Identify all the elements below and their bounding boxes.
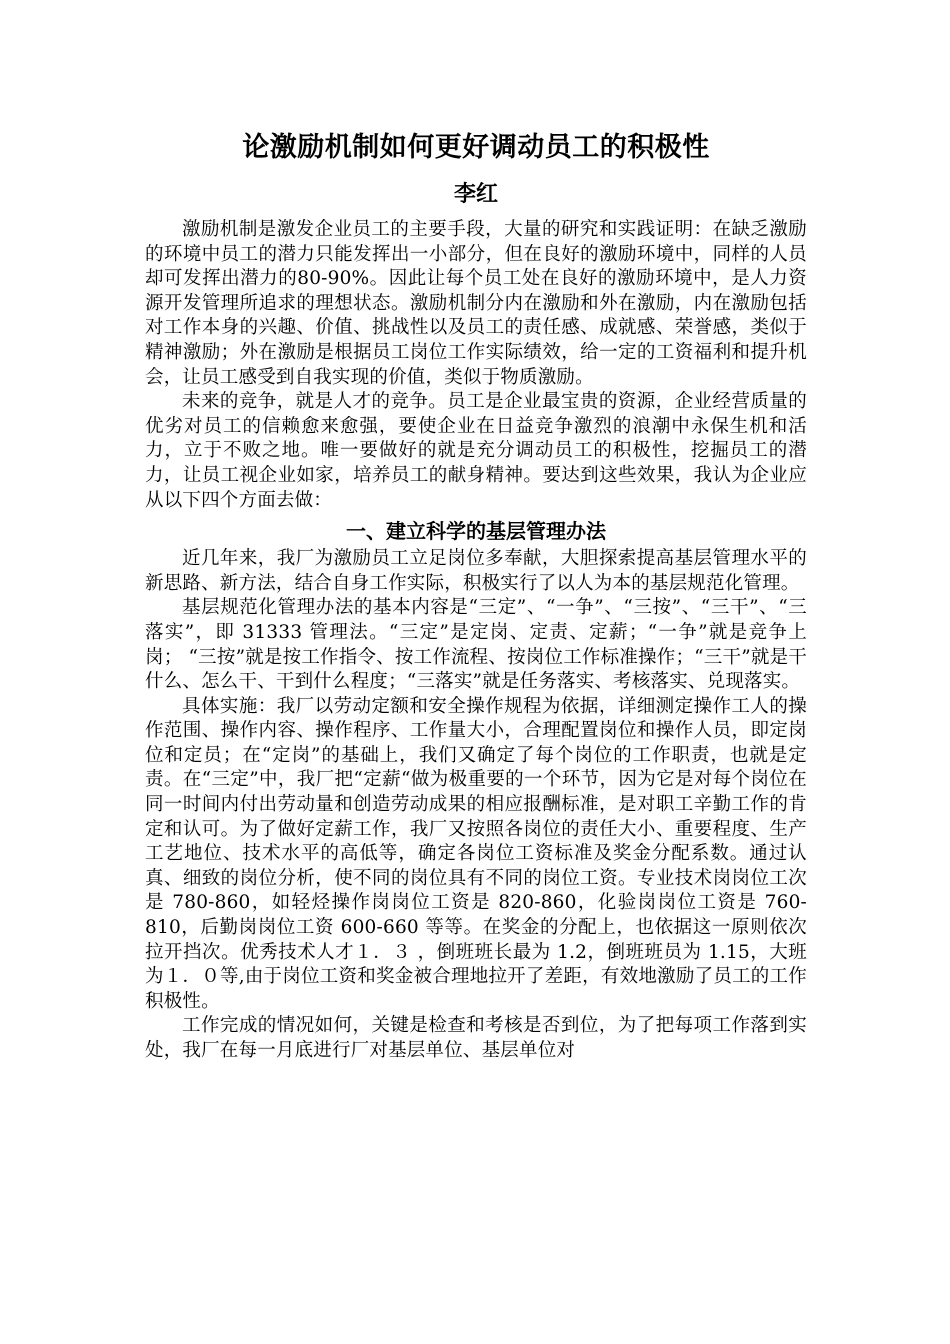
author-name: 李红 <box>453 182 498 207</box>
body-paragraph: 近几年来，我厂为激励员工立足岗位多奉献，大胆探索提高基层管理水平的新思路、新方法，结合自身工作实际，积极实行了以人为本的基层规范化管理。 <box>145 548 807 594</box>
intro-paragraph: 未来的竞争，就是人才的竞争。员工是企业最宝贵的资源，企业经营质量的优劣对员工的信赖愈来愈强，要使企业在日益竞争激烈的浪潮中永保生机和活力，立于不败之地。唯一要做好的就是充分调动员工的积极性，挖掘员工的潜力，让员工视企业如家，培养员工的献身精神。要达到这些效果，我认为企业应从以下四个方面去做： <box>145 391 807 511</box>
body-paragraph: 工作完成的情况如何，关键是检查和考核是否到位，为了把每项工作落到实处，我厂在每一月底进行厂对基层单位、基层单位对 <box>145 1015 807 1061</box>
document-title: 论激励机制如何更好调动员工的积极性 <box>242 132 710 163</box>
document-body <box>145 128 807 1064</box>
section-heading: 一、建立科学的基层管理办法 <box>346 519 606 544</box>
body-paragraph: 具体实施：我厂以劳动定额和安全操作规程为依据，详细测定操作工人的操作范围、操作内容、操作程序、工作量大小，合理配置岗位和操作人员，即定岗位和定员；在“定岗”的基础上，我们又确定了每个岗位的工作职责，也就是定责。在“三定”中，我厂把“定薪“做为极重要的一个环节，因为它是对每个岗位在同一时间内付出劳动量和创造劳动成果的相应报酬标准，是对职工辛勤工作的肯定和认可。为了做好定薪工作，我厂又按照各岗位的责任大小、重要程度、生产工艺地位、技术水平的高低等，确定各岗位工资标准及奖金分配系数。通过认真、细致的岗位分析，使不同的岗位具有不同的岗位工资。专业技术岗岗位工次是 780-860，如轻烃操作岗岗位工资是 820-860，化验岗岗位工资是 760-810，后勤岗岗位工资 600-660 等等。在奖金的分配上，也依据这一原则依次拉开挡次。优秀技术人才１．３ ，倒班班长最为 1.2，倒班班员为 1.15，大班为１．０等,由于岗位工资和奖金被合理地拉开了差距，有效地激励了员工的工作积极性。 <box>145 695 807 1012</box>
intro-paragraph: 激励机制是激发企业员工的主要手段，大量的研究和实践证明：在缺乏激励的环境中员工的潜力只能发挥出一小部分，但在良好的激励环境中，同样的人员却可发挥出潜力的80-90%。因此让每个员工处在良好的激励环境中，是人力资源开发管理所追求的理想状态。激励机制分内在激励和外在激励，内在激励包括对工作本身的兴趣、价值、挑战性以及员工的责任感、成就感、荣誉感，类似于精神激励；外在激励是根据员工岗位工作实际绩效，给一定的工资福利和提升机会，让员工感受到自我实现的价值，类似于物质激励。 <box>145 219 807 388</box>
body-paragraph: 基层规范化管理办法的基本内容是“三定”、“一争”、“三按”、“三干”、“三落实”，即 31333 管理法。“三定”是定岗、定责、定薪；“一争”就是竞争上岗； “三按”就是按工作指令、按工作流程、按岗位工作标准操作；“三干”就是干什么、怎么干、干到什么程度；“三落实”就是任务落实、考核落实、兑现落实。 <box>145 597 807 693</box>
